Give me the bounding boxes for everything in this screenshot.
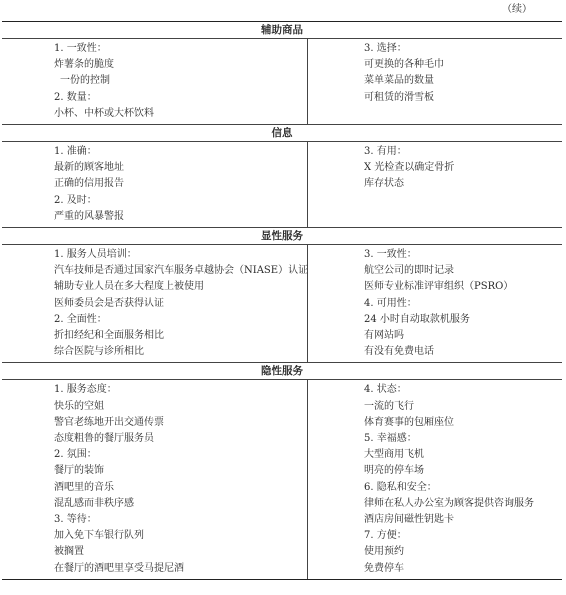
- item-text: 24 小时自动取款机服务: [364, 313, 470, 325]
- section-body-explicit-services: [2, 245, 562, 363]
- item-text: 酒吧里的音乐: [54, 481, 114, 493]
- item-text: 大型商用飞机: [364, 449, 424, 461]
- item-text: 汽车技师是否通过国家汽车服务卓越协会（NIASE）认证: [54, 265, 309, 277]
- item-text: 正确的信用报告: [54, 178, 124, 190]
- right-column: [308, 39, 562, 124]
- item-heading: 2. 及时：: [54, 194, 97, 206]
- item-heading: 1. 准确：: [54, 146, 97, 158]
- item-text: 医师委员会是否获得认证: [54, 297, 164, 309]
- item-text: 加入免下车银行队列: [54, 530, 144, 542]
- item-heading: 3. 等待：: [54, 514, 97, 526]
- item-heading: 4. 状态：: [364, 384, 407, 396]
- item-text: 菜单菜品的数量: [364, 75, 434, 87]
- item-heading: 1. 服务态度：: [54, 384, 117, 396]
- item-heading: 1. 一致性：: [54, 43, 107, 54]
- item-heading: 4. 可用性：: [364, 297, 417, 309]
- section-header-information: 信息: [2, 125, 562, 142]
- section-header-implicit-services: 隐性服务: [2, 363, 562, 380]
- item-text: 明亮的停车场: [364, 465, 424, 477]
- item-text: 餐厅的装饰: [54, 465, 104, 477]
- item-text: 警官老练地开出交通传票: [54, 416, 164, 428]
- item-text: 一流的飞行: [364, 400, 414, 412]
- item-text: 小杯、中杯或大杯饮料: [54, 107, 154, 119]
- item-text: 辅助专业人员在多大程度上被使用: [54, 281, 204, 293]
- item-text: 折扣经纪和全面服务相比: [54, 330, 164, 342]
- right-column: [308, 245, 562, 362]
- item-text: 最新的顾客地址: [54, 162, 124, 174]
- item-heading: 6. 隐私和安全：: [364, 481, 437, 493]
- section-body-information: [2, 142, 562, 228]
- item-text: 有没有免费电话: [364, 346, 434, 358]
- item-heading: 2. 数量：: [54, 91, 97, 103]
- section-body-implicit-services: [2, 380, 562, 578]
- item-heading: 3. 选择：: [364, 43, 407, 54]
- item-heading: 5. 幸福感：: [364, 433, 417, 445]
- item-text: 免费停车: [364, 562, 404, 574]
- item-text: X 光检查以确定骨折: [364, 162, 455, 174]
- service-attributes-table: [2, 21, 562, 580]
- item-heading: 2. 全面性：: [54, 313, 107, 325]
- item-heading: 3. 一致性：: [364, 249, 417, 261]
- item-text: 炸薯条的脆度: [54, 59, 114, 71]
- item-text: 航空公司的即时记录: [364, 265, 454, 277]
- section-header-supporting-goods: 辅助商品: [2, 22, 562, 39]
- item-text: 态度粗鲁的餐厅服务员: [54, 433, 154, 445]
- item-text: 有网站吗: [364, 330, 404, 342]
- item-text: 使用预约: [364, 546, 404, 558]
- item-text: 在餐厅的酒吧里享受马提尼酒: [54, 562, 184, 574]
- item-text: 混乱感而非秩序感: [54, 497, 134, 509]
- item-heading: 7. 方便：: [364, 530, 407, 542]
- item-heading: 3. 有用：: [364, 146, 407, 158]
- section-header-explicit-services: 显性服务: [2, 228, 562, 245]
- item-text: 严重的风暴警报: [54, 210, 124, 222]
- item-text: 律师在私人办公室为顾客提供咨询服务: [364, 497, 534, 509]
- item-text: 可更换的各种毛巾: [364, 59, 444, 71]
- right-column: [308, 380, 562, 578]
- item-text: 被搁置: [54, 546, 84, 558]
- left-column: [2, 380, 308, 578]
- item-text: 综合医院与诊所相比: [54, 346, 144, 358]
- item-heading: 2. 氛围：: [54, 449, 97, 461]
- item-heading: 1. 服务人员培训：: [54, 249, 137, 261]
- left-column: [2, 39, 308, 124]
- left-column: [2, 245, 308, 362]
- item-text: 酒店房间磁性钥匙卡: [364, 514, 454, 526]
- left-column: [2, 142, 308, 227]
- item-text: 医师专业标准评审组织（PSRO）: [364, 281, 514, 293]
- item-text: 一份的控制: [60, 75, 110, 87]
- right-column: [308, 142, 562, 227]
- continued-label: （续）: [502, 4, 532, 15]
- item-text: 可租赁的滑雪板: [364, 91, 434, 103]
- item-text: 快乐的空姐: [54, 400, 104, 412]
- section-body-supporting-goods: [2, 39, 562, 125]
- item-text: 库存状态: [364, 178, 404, 190]
- item-text: 体育赛事的包厢座位: [364, 416, 454, 428]
